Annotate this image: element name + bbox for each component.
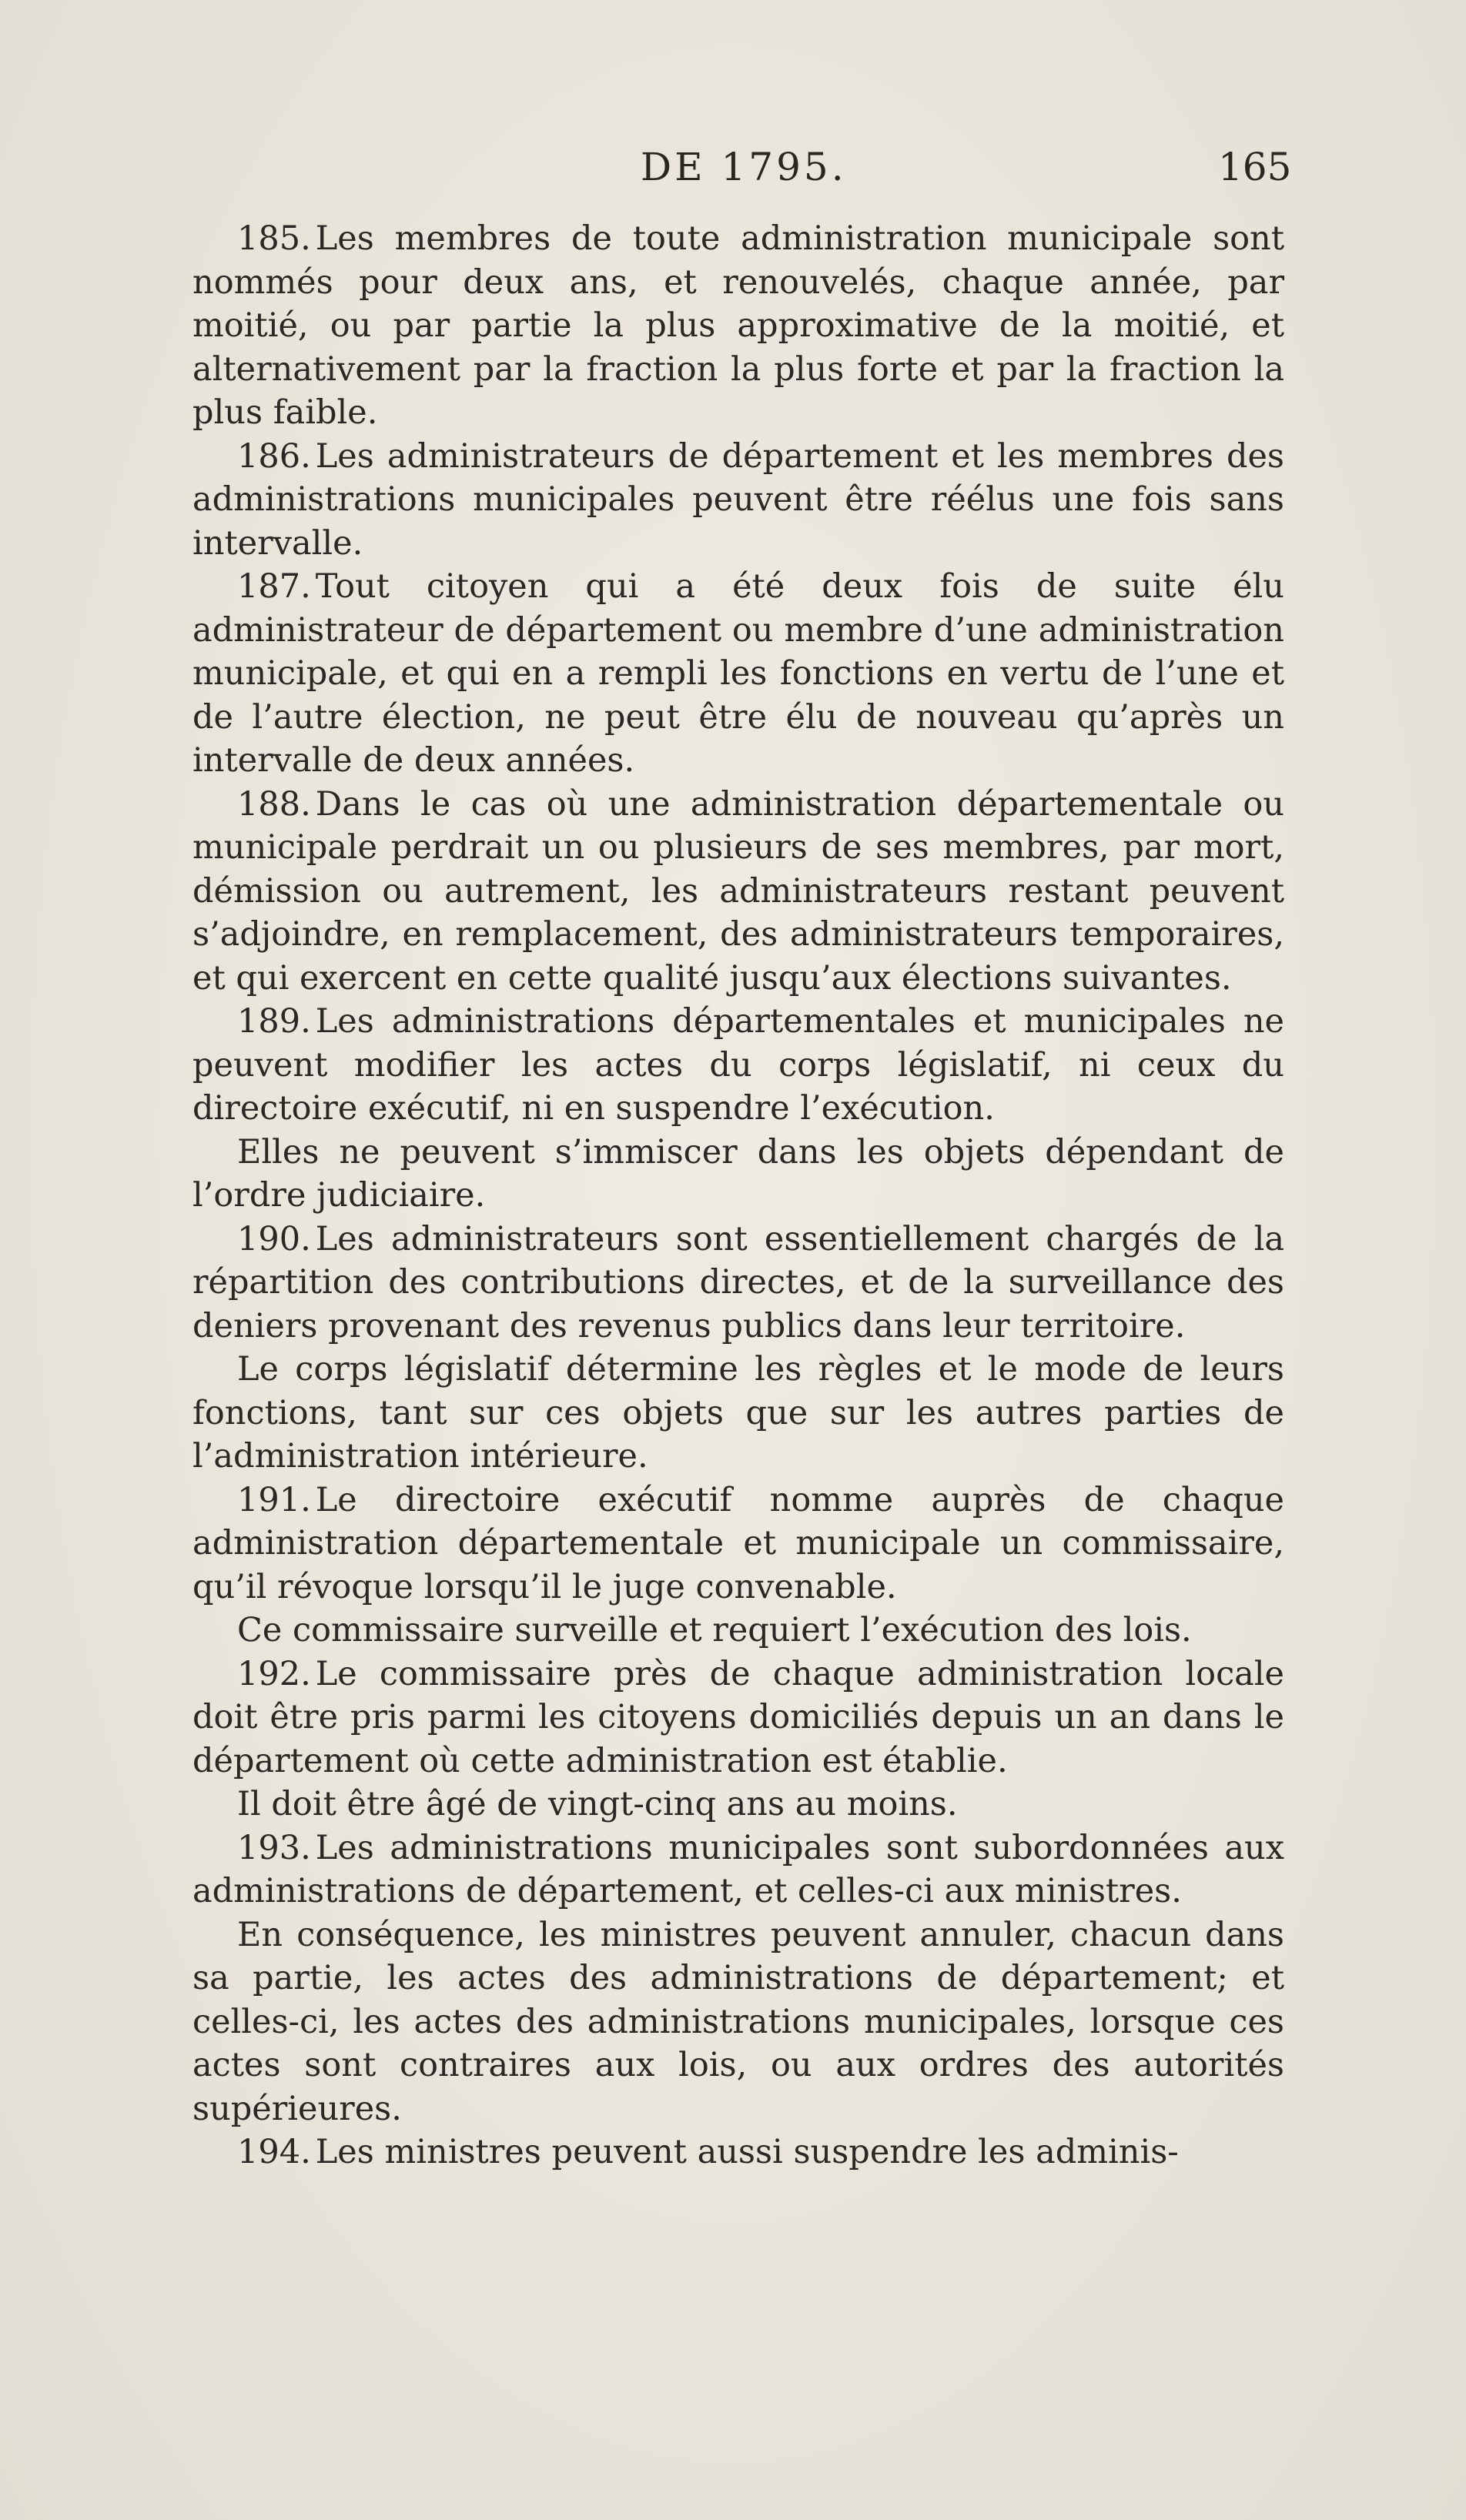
article-text: Les ministres peuvent aussi suspendre les adminis- [315, 2133, 1179, 2171]
article-number: 193. [237, 1828, 311, 1867]
article-number: 191. [237, 1480, 311, 1519]
article-number: 188. [237, 784, 311, 824]
article-number: 186. [237, 436, 311, 476]
article-text: Les membres de toute administration municipale sont nommés pour deux ans, et renouvelés, chaque année, par moitié, ou par partie la plus approximative de la moitié, et alternativement par la fraction la plus forte et par la fraction la plus faible. [192, 219, 1284, 432]
paragraph-article-185 [192, 217, 1284, 435]
article-text: Ce commissaire surveille et requiert l’exécution des lois. [237, 1611, 1192, 1649]
article-number: 194. [237, 2133, 311, 2171]
paragraph-article-187 [192, 565, 1284, 783]
body-text [192, 217, 1284, 2174]
running-title: DE 1795. [641, 145, 847, 189]
page-number: 165 [1218, 145, 1292, 189]
paragraph-article-192-cont [192, 1783, 1284, 1826]
article-text: En conséquence, les ministres peuvent annuler, chacun dans sa partie, les actes des administrations de département; et celles-ci, les actes des administrations municipales, lorsque ces actes sont contraires aux lois, ou aux ordres des autorités supérieures. [192, 1915, 1284, 2128]
article-text: Les administrations départementales et municipales ne peuvent modifier les actes du corps législatif, ni ceux du directoire exécutif, ni en suspendre l’exécution. [192, 1002, 1284, 1128]
article-text: Le directoire exécutif nomme auprès de chaque administration départementale et municipale un commissaire, qu’il révoque lorsqu’il le juge convenable. [192, 1480, 1284, 1606]
paragraph-article-191-cont [192, 1609, 1284, 1653]
paragraph-article-193 [192, 1826, 1284, 1913]
article-number: 187. [237, 567, 311, 606]
article-number: 189. [237, 1002, 311, 1041]
page-header [0, 145, 1466, 206]
article-number: 190. [237, 1219, 311, 1258]
paragraph-article-191 [192, 1479, 1284, 1609]
article-text: Le commissaire près de chaque administration locale doit être pris parmi les citoyens domiciliés depuis un an dans le département où cette administration est établie. [192, 1654, 1284, 1780]
article-text: Il doit être âgé de vingt-cinq ans au moins. [237, 1785, 958, 1823]
article-number: 192. [237, 1654, 311, 1693]
paragraph-article-193-cont [192, 1913, 1284, 2131]
paragraph-article-189-cont [192, 1131, 1284, 1218]
article-text: Les administrations municipales sont subordonnées aux administrations de département, et celles-ci aux ministres. [192, 1828, 1284, 1910]
article-text: Les administrateurs sont essentiellement chargés de la répartition des contributions directes, et de la surveillance des deniers provenant des revenus publics dans leur territoire. [192, 1219, 1284, 1345]
article-text: Elles ne peuvent s’immiscer dans les objets dépendant de l’ordre judiciaire. [192, 1132, 1284, 1215]
paragraph-article-189 [192, 1000, 1284, 1131]
paragraph-article-190 [192, 1218, 1284, 1349]
paragraph-article-186 [192, 435, 1284, 566]
article-text: Dans le cas où une administration départementale ou municipale perdrait un ou plusieurs de ses membres, par mort, démission ou autrement, les administrateurs restant peuvent s’adjoindre, en remplacement, des administrateurs temporaires, et qui exercent en cette qualité jusqu’aux élections suivantes. [192, 784, 1284, 998]
article-number: 185. [237, 219, 311, 258]
paragraph-article-194 [192, 2131, 1284, 2174]
paragraph-article-188 [192, 783, 1284, 1001]
paragraph-article-190-cont [192, 1348, 1284, 1479]
article-text: Le corps législatif détermine les règles et le mode de leurs fonctions, tant sur ces objets que sur les autres parties de l’administration intérieure. [192, 1350, 1284, 1476]
paragraph-article-192 [192, 1653, 1284, 1783]
article-text: Les administrateurs de département et les membres des administrations municipales peuvent être réélus une fois sans intervalle. [192, 436, 1284, 563]
article-text: Tout citoyen qui a été deux fois de suite élu administrateur de département ou membre d’une administration municipale, et qui en a rempli les fonctions en vertu de l’une et de l’autre élection, ne peut être élu de nouveau qu’après un intervalle de deux années. [192, 567, 1284, 780]
